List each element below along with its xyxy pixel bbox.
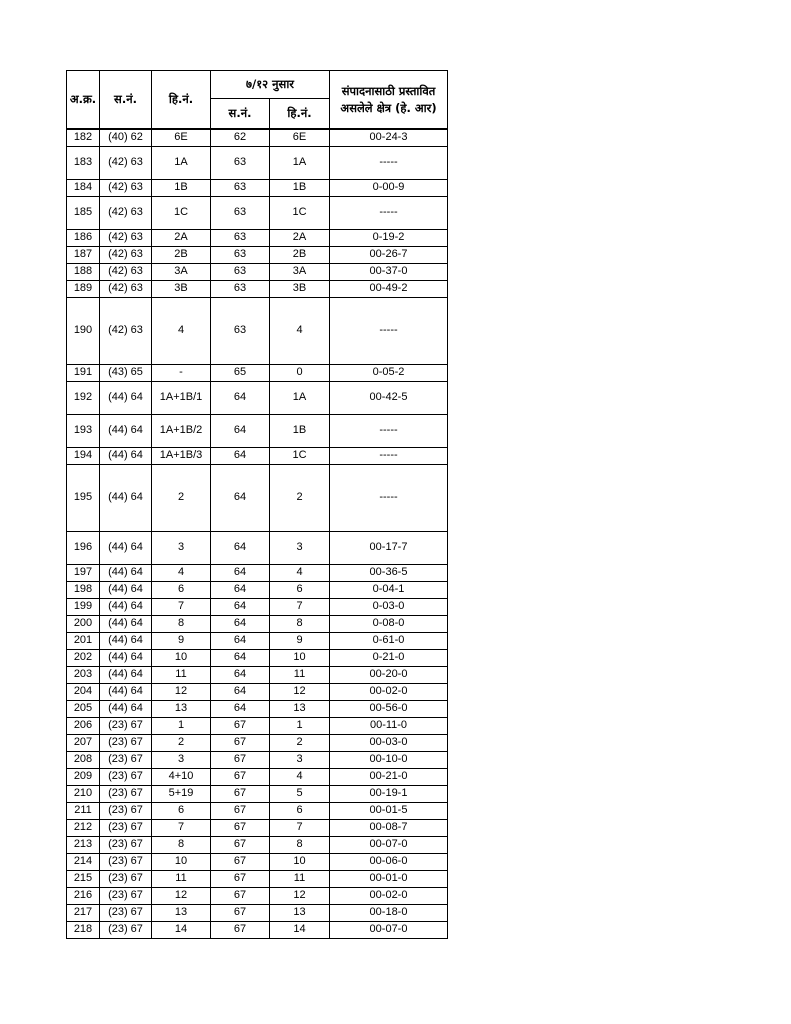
- cell-hissa-no: 6: [152, 802, 211, 819]
- table-row: [67, 414, 448, 447]
- cell-proposed-area: -----: [330, 447, 448, 464]
- cell-712-survey-no: 63: [211, 146, 270, 179]
- cell-survey-no: (23) 67: [100, 904, 152, 921]
- table-row: [67, 364, 448, 381]
- cell-712-survey-no: 65: [211, 364, 270, 381]
- cell-serial: 211: [67, 802, 100, 819]
- cell-712-hissa-no: 6: [270, 581, 330, 598]
- cell-hissa-no: 1B: [152, 179, 211, 196]
- cell-serial: 199: [67, 598, 100, 615]
- cell-712-survey-no: 64: [211, 683, 270, 700]
- cell-hissa-no: 7: [152, 598, 211, 615]
- cell-712-hissa-no: 8: [270, 615, 330, 632]
- cell-712-hissa-no: 2B: [270, 246, 330, 263]
- cell-proposed-area: 0-08-0: [330, 615, 448, 632]
- cell-hissa-no: 14: [152, 921, 211, 938]
- cell-712-survey-no: 63: [211, 280, 270, 297]
- cell-712-hissa-no: 13: [270, 904, 330, 921]
- cell-hissa-no: 7: [152, 819, 211, 836]
- table-row: [67, 751, 448, 768]
- header-712-survey-no: स.नं.: [211, 99, 270, 130]
- table-row: [67, 263, 448, 280]
- cell-proposed-area: 00-26-7: [330, 246, 448, 263]
- table-row: [67, 887, 448, 904]
- cell-hissa-no: 11: [152, 870, 211, 887]
- cell-serial: 195: [67, 464, 100, 531]
- cell-712-hissa-no: 11: [270, 870, 330, 887]
- cell-survey-no: (23) 67: [100, 921, 152, 938]
- cell-proposed-area: 00-08-7: [330, 819, 448, 836]
- cell-proposed-area: 00-02-0: [330, 683, 448, 700]
- cell-serial: 183: [67, 146, 100, 179]
- cell-hissa-no: 3: [152, 751, 211, 768]
- cell-serial: 207: [67, 734, 100, 751]
- cell-hissa-no: 10: [152, 649, 211, 666]
- cell-hissa-no: 3: [152, 531, 211, 564]
- header-as-per-712: ७/१२ नुसार: [211, 71, 330, 99]
- cell-hissa-no: 8: [152, 836, 211, 853]
- cell-serial: 191: [67, 364, 100, 381]
- cell-712-survey-no: 63: [211, 246, 270, 263]
- table-row: [67, 246, 448, 263]
- cell-hissa-no: 12: [152, 887, 211, 904]
- cell-serial: 197: [67, 564, 100, 581]
- cell-hissa-no: 6E: [152, 129, 211, 146]
- cell-712-hissa-no: 12: [270, 683, 330, 700]
- table-row: [67, 598, 448, 615]
- table-row: [67, 666, 448, 683]
- cell-survey-no: (23) 67: [100, 836, 152, 853]
- table-header: [67, 71, 448, 130]
- table-row: [67, 853, 448, 870]
- table-row: [67, 785, 448, 802]
- cell-712-survey-no: 63: [211, 196, 270, 229]
- table-row: [67, 819, 448, 836]
- cell-712-survey-no: 64: [211, 464, 270, 531]
- cell-serial: 186: [67, 229, 100, 246]
- cell-survey-no: (23) 67: [100, 802, 152, 819]
- cell-712-survey-no: 67: [211, 819, 270, 836]
- table-row: [67, 615, 448, 632]
- cell-survey-no: (23) 67: [100, 887, 152, 904]
- cell-712-survey-no: 67: [211, 751, 270, 768]
- cell-serial: 193: [67, 414, 100, 447]
- cell-survey-no: (44) 64: [100, 531, 152, 564]
- cell-712-hissa-no: 1A: [270, 381, 330, 414]
- cell-survey-no: (44) 64: [100, 683, 152, 700]
- header-proposed-area: संपादनासाठी प्रस्तावित असलेले क्षेत्र (हे. आर): [330, 71, 448, 130]
- cell-proposed-area: 00-36-5: [330, 564, 448, 581]
- cell-survey-no: (44) 64: [100, 447, 152, 464]
- cell-hissa-no: 13: [152, 904, 211, 921]
- cell-survey-no: (23) 67: [100, 853, 152, 870]
- table-row: [67, 297, 448, 364]
- cell-712-hissa-no: 1: [270, 717, 330, 734]
- cell-hissa-no: 10: [152, 853, 211, 870]
- cell-712-hissa-no: 3A: [270, 263, 330, 280]
- table-row: [67, 447, 448, 464]
- cell-serial: 218: [67, 921, 100, 938]
- cell-serial: 194: [67, 447, 100, 464]
- cell-hissa-no: 1A: [152, 146, 211, 179]
- cell-hissa-no: 5+19: [152, 785, 211, 802]
- table-row: [67, 146, 448, 179]
- cell-serial: 203: [67, 666, 100, 683]
- cell-proposed-area: 0-05-2: [330, 364, 448, 381]
- cell-712-hissa-no: 10: [270, 853, 330, 870]
- cell-proposed-area: 0-19-2: [330, 229, 448, 246]
- cell-proposed-area: 0-21-0: [330, 649, 448, 666]
- cell-survey-no: (44) 64: [100, 700, 152, 717]
- cell-proposed-area: 00-01-0: [330, 870, 448, 887]
- cell-survey-no: (42) 63: [100, 179, 152, 196]
- cell-712-survey-no: 64: [211, 632, 270, 649]
- header-hissa-no: हि.नं.: [152, 71, 211, 130]
- cell-712-survey-no: 67: [211, 836, 270, 853]
- cell-serial: 189: [67, 280, 100, 297]
- cell-survey-no: (44) 64: [100, 464, 152, 531]
- cell-serial: 217: [67, 904, 100, 921]
- cell-proposed-area: -----: [330, 414, 448, 447]
- cell-712-hissa-no: 12: [270, 887, 330, 904]
- table-row: [67, 870, 448, 887]
- table-row: [67, 904, 448, 921]
- cell-hissa-no: 1C: [152, 196, 211, 229]
- table-row: [67, 531, 448, 564]
- cell-712-survey-no: 64: [211, 598, 270, 615]
- cell-survey-no: (23) 67: [100, 870, 152, 887]
- table-row: [67, 717, 448, 734]
- cell-serial: 188: [67, 263, 100, 280]
- cell-survey-no: (42) 63: [100, 229, 152, 246]
- cell-712-survey-no: 67: [211, 802, 270, 819]
- cell-proposed-area: 00-06-0: [330, 853, 448, 870]
- cell-proposed-area: 00-20-0: [330, 666, 448, 683]
- cell-proposed-area: 00-03-0: [330, 734, 448, 751]
- cell-712-survey-no: 64: [211, 700, 270, 717]
- cell-hissa-no: 13: [152, 700, 211, 717]
- cell-proposed-area: 00-01-5: [330, 802, 448, 819]
- cell-712-survey-no: 63: [211, 179, 270, 196]
- cell-712-hissa-no: 0: [270, 364, 330, 381]
- cell-survey-no: (44) 64: [100, 632, 152, 649]
- cell-712-hissa-no: 3: [270, 531, 330, 564]
- cell-survey-no: (23) 67: [100, 717, 152, 734]
- cell-serial: 196: [67, 531, 100, 564]
- cell-proposed-area: 00-10-0: [330, 751, 448, 768]
- cell-survey-no: (44) 64: [100, 649, 152, 666]
- cell-712-survey-no: 63: [211, 297, 270, 364]
- cell-712-survey-no: 62: [211, 129, 270, 146]
- cell-serial: 190: [67, 297, 100, 364]
- cell-712-hissa-no: 5: [270, 785, 330, 802]
- cell-hissa-no: 1A+1B/1: [152, 381, 211, 414]
- cell-712-hissa-no: 10: [270, 649, 330, 666]
- cell-survey-no: (23) 67: [100, 768, 152, 785]
- table-row: [67, 768, 448, 785]
- cell-proposed-area: 0-04-1: [330, 581, 448, 598]
- cell-712-survey-no: 64: [211, 414, 270, 447]
- cell-712-survey-no: 67: [211, 870, 270, 887]
- cell-hissa-no: 12: [152, 683, 211, 700]
- cell-712-survey-no: 67: [211, 768, 270, 785]
- cell-712-survey-no: 64: [211, 447, 270, 464]
- cell-712-survey-no: 67: [211, 887, 270, 904]
- cell-proposed-area: -----: [330, 196, 448, 229]
- cell-hissa-no: 1A+1B/2: [152, 414, 211, 447]
- table-row: [67, 700, 448, 717]
- table-row: [67, 581, 448, 598]
- cell-712-hissa-no: 1B: [270, 179, 330, 196]
- cell-712-hissa-no: 8: [270, 836, 330, 853]
- cell-712-hissa-no: 13: [270, 700, 330, 717]
- land-acquisition-table: [66, 70, 448, 939]
- cell-hissa-no: 3A: [152, 263, 211, 280]
- table-row: [67, 632, 448, 649]
- cell-proposed-area: 0-61-0: [330, 632, 448, 649]
- table-row: [67, 649, 448, 666]
- cell-serial: 185: [67, 196, 100, 229]
- cell-survey-no: (40) 62: [100, 129, 152, 146]
- cell-712-survey-no: 63: [211, 229, 270, 246]
- cell-serial: 201: [67, 632, 100, 649]
- cell-712-hissa-no: 3B: [270, 280, 330, 297]
- cell-serial: 216: [67, 887, 100, 904]
- cell-serial: 192: [67, 381, 100, 414]
- cell-serial: 210: [67, 785, 100, 802]
- cell-712-hissa-no: 1A: [270, 146, 330, 179]
- table-row: [67, 683, 448, 700]
- cell-proposed-area: -----: [330, 146, 448, 179]
- cell-proposed-area: 00-11-0: [330, 717, 448, 734]
- cell-712-survey-no: 64: [211, 381, 270, 414]
- table-row: [67, 836, 448, 853]
- cell-712-hissa-no: 2: [270, 464, 330, 531]
- cell-hissa-no: 4+10: [152, 768, 211, 785]
- cell-712-hissa-no: 2: [270, 734, 330, 751]
- header-survey-no: स.नं.: [100, 71, 152, 130]
- table-row: [67, 381, 448, 414]
- table-row: [67, 196, 448, 229]
- cell-serial: 212: [67, 819, 100, 836]
- cell-proposed-area: 00-21-0: [330, 768, 448, 785]
- cell-hissa-no: 4: [152, 564, 211, 581]
- cell-hissa-no: 2A: [152, 229, 211, 246]
- cell-serial: 187: [67, 246, 100, 263]
- cell-712-survey-no: 64: [211, 666, 270, 683]
- cell-serial: 202: [67, 649, 100, 666]
- table-row: [67, 129, 448, 146]
- cell-serial: 198: [67, 581, 100, 598]
- cell-proposed-area: -----: [330, 297, 448, 364]
- cell-712-survey-no: 67: [211, 717, 270, 734]
- header-712-hissa-no: हि.नं.: [270, 99, 330, 130]
- cell-712-hissa-no: 14: [270, 921, 330, 938]
- cell-hissa-no: 4: [152, 297, 211, 364]
- cell-712-survey-no: 64: [211, 564, 270, 581]
- cell-712-hissa-no: 6E: [270, 129, 330, 146]
- cell-proposed-area: 00-24-3: [330, 129, 448, 146]
- cell-proposed-area: 00-37-0: [330, 263, 448, 280]
- cell-712-survey-no: 67: [211, 785, 270, 802]
- cell-serial: 206: [67, 717, 100, 734]
- cell-survey-no: (42) 63: [100, 196, 152, 229]
- cell-712-hissa-no: 2A: [270, 229, 330, 246]
- cell-proposed-area: 00-56-0: [330, 700, 448, 717]
- cell-serial: 205: [67, 700, 100, 717]
- cell-hissa-no: 6: [152, 581, 211, 598]
- cell-712-hissa-no: 7: [270, 819, 330, 836]
- table-row: [67, 921, 448, 938]
- cell-712-survey-no: 63: [211, 263, 270, 280]
- cell-proposed-area: 00-17-7: [330, 531, 448, 564]
- cell-712-survey-no: 67: [211, 921, 270, 938]
- cell-proposed-area: 00-42-5: [330, 381, 448, 414]
- cell-hissa-no: 2: [152, 464, 211, 531]
- cell-serial: 208: [67, 751, 100, 768]
- cell-survey-no: (42) 63: [100, 146, 152, 179]
- cell-survey-no: (42) 63: [100, 297, 152, 364]
- cell-712-hissa-no: 1C: [270, 447, 330, 464]
- cell-survey-no: (44) 64: [100, 666, 152, 683]
- cell-serial: 214: [67, 853, 100, 870]
- cell-712-hissa-no: 6: [270, 802, 330, 819]
- cell-serial: 209: [67, 768, 100, 785]
- cell-hissa-no: 2: [152, 734, 211, 751]
- cell-serial: 184: [67, 179, 100, 196]
- cell-712-hissa-no: 1C: [270, 196, 330, 229]
- cell-survey-no: (42) 63: [100, 280, 152, 297]
- cell-712-hissa-no: 9: [270, 632, 330, 649]
- cell-serial: 204: [67, 683, 100, 700]
- cell-proposed-area: 0-03-0: [330, 598, 448, 615]
- table-row: [67, 280, 448, 297]
- cell-712-survey-no: 64: [211, 531, 270, 564]
- cell-survey-no: (23) 67: [100, 819, 152, 836]
- cell-proposed-area: 00-18-0: [330, 904, 448, 921]
- cell-hissa-no: 11: [152, 666, 211, 683]
- cell-serial: 182: [67, 129, 100, 146]
- cell-712-hissa-no: 4: [270, 564, 330, 581]
- cell-serial: 213: [67, 836, 100, 853]
- table-row: [67, 564, 448, 581]
- cell-hissa-no: 1A+1B/3: [152, 447, 211, 464]
- cell-712-survey-no: 64: [211, 581, 270, 598]
- cell-712-hissa-no: 1B: [270, 414, 330, 447]
- cell-proposed-area: 0-00-9: [330, 179, 448, 196]
- cell-hissa-no: 2B: [152, 246, 211, 263]
- cell-survey-no: (44) 64: [100, 581, 152, 598]
- table-row: [67, 734, 448, 751]
- cell-hissa-no: 1: [152, 717, 211, 734]
- table-body: [67, 129, 448, 938]
- table-row: [67, 464, 448, 531]
- cell-survey-no: (44) 64: [100, 381, 152, 414]
- cell-hissa-no: 9: [152, 632, 211, 649]
- cell-survey-no: (42) 63: [100, 263, 152, 280]
- cell-survey-no: (43) 65: [100, 364, 152, 381]
- cell-712-hissa-no: 4: [270, 768, 330, 785]
- cell-hissa-no: 3B: [152, 280, 211, 297]
- cell-survey-no: (42) 63: [100, 246, 152, 263]
- table-row: [67, 179, 448, 196]
- cell-survey-no: (23) 67: [100, 734, 152, 751]
- header-serial: अ.क्र.: [67, 71, 100, 130]
- cell-survey-no: (44) 64: [100, 414, 152, 447]
- cell-hissa-no: -: [152, 364, 211, 381]
- cell-proposed-area: 00-07-0: [330, 836, 448, 853]
- cell-712-survey-no: 67: [211, 734, 270, 751]
- cell-proposed-area: -----: [330, 464, 448, 531]
- cell-712-survey-no: 64: [211, 649, 270, 666]
- cell-proposed-area: 00-07-0: [330, 921, 448, 938]
- cell-712-hissa-no: 11: [270, 666, 330, 683]
- cell-712-survey-no: 67: [211, 853, 270, 870]
- table-row: [67, 802, 448, 819]
- cell-712-hissa-no: 4: [270, 297, 330, 364]
- cell-survey-no: (44) 64: [100, 598, 152, 615]
- cell-proposed-area: 00-19-1: [330, 785, 448, 802]
- cell-survey-no: (44) 64: [100, 564, 152, 581]
- cell-proposed-area: 00-49-2: [330, 280, 448, 297]
- cell-712-hissa-no: 3: [270, 751, 330, 768]
- cell-712-survey-no: 67: [211, 904, 270, 921]
- cell-survey-no: (23) 67: [100, 751, 152, 768]
- cell-serial: 215: [67, 870, 100, 887]
- cell-survey-no: (44) 64: [100, 615, 152, 632]
- cell-survey-no: (23) 67: [100, 785, 152, 802]
- cell-712-survey-no: 64: [211, 615, 270, 632]
- cell-proposed-area: 00-02-0: [330, 887, 448, 904]
- cell-712-hissa-no: 7: [270, 598, 330, 615]
- cell-hissa-no: 8: [152, 615, 211, 632]
- table-row: [67, 229, 448, 246]
- cell-serial: 200: [67, 615, 100, 632]
